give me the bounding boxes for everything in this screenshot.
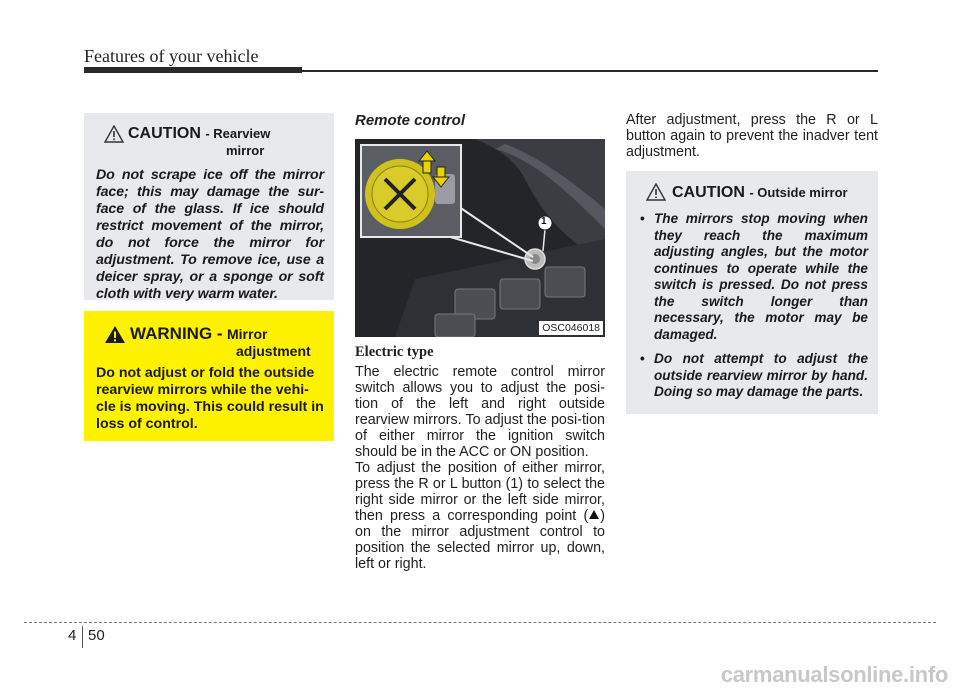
warning-triangle-icon <box>104 325 126 344</box>
footer-rule <box>24 622 936 623</box>
caution-rearview-body: Do not scrape ice off the mirror face; this may damage the sur-face of the glass. If ice should restrict movement of the mirror, do not force the mirror for adjustment. To remove ice, use a deicer spray, or a sponge or soft cloth with very warm water. <box>96 167 324 302</box>
header-title: Features of your vehicle <box>84 46 259 66</box>
caution-rearview-box <box>84 113 334 300</box>
arrow-up-icon <box>589 510 599 519</box>
bullet: • <box>640 211 645 226</box>
paragraph-electric-intro: The electric remote control mirror switch allows you to adjust the posi-tion of the left and right outside rearview mirrors. To adjust the posi-tion of either mirror the ignition switch should be in the ACC or ON position. <box>355 364 605 460</box>
warning-adjustment-title <box>130 324 267 344</box>
warning-adjustment-header <box>96 321 324 365</box>
list-item <box>638 351 868 401</box>
paragraph-adjust-after: ) on the mirror adjustment control to position the selected mirror up, down, left or right. <box>355 508 605 572</box>
paragraph-adjust-before: To adjust the position of either mirror, press the R or L button (1) to select the right side mirror or the left side mirror, then press a corresponding point ( <box>355 460 605 524</box>
list-item-text: Do not attempt to adjust the outside rearview mirror by hand. Doing so may damage the parts. <box>654 351 868 399</box>
caution-rearview-header <box>96 123 324 157</box>
watermark: carmanualsonline.info <box>720 662 948 687</box>
caution-outside-header <box>638 181 868 207</box>
mirror-switch-figure <box>355 139 605 337</box>
figure-code: OSC046018 <box>539 321 603 335</box>
caution-rearview-title-line2: mirror <box>226 143 265 158</box>
warning-label: WARNING - <box>130 324 223 343</box>
caution-outside-box <box>626 171 878 414</box>
paragraph-after-adjustment: After adjustment, press the R or L button again to prevent the inadver tent adjustment. <box>626 112 878 160</box>
caution-rearview-title-line1: - Rearview <box>205 126 271 141</box>
page-number: 50 <box>88 627 105 644</box>
paragraph-adjust-position <box>355 460 605 572</box>
warning-adjustment-title-line2: adjustment <box>236 343 311 359</box>
page-divider <box>82 626 83 648</box>
header-rule-thin <box>302 70 878 72</box>
door-panel-illustration <box>355 139 605 337</box>
caution-label: CAUTION <box>128 125 201 142</box>
warning-adjustment-body: Do not adjust or fold the outside rearview mirrors while the vehi-cle is moving. This could result in loss of control. <box>96 365 324 432</box>
section-title-remote-control: Remote control <box>355 112 466 129</box>
warning-adjustment-box <box>84 311 334 441</box>
warning-adjustment-title-line1: Mirror <box>227 326 268 342</box>
caution-outside-title <box>672 184 848 202</box>
caution-outside-title-text: - Outside mirror <box>749 185 848 200</box>
caution-label: CAUTION <box>672 184 745 201</box>
header-rule-thick <box>84 67 302 73</box>
list-item-text: The mirrors stop moving when they reach the maximum adjusting angles, but the motor continues to operate while the switch is pressed. Do not press the switch longer than necessary, the motor may be damaged. <box>654 211 868 342</box>
bullet: • <box>640 351 645 366</box>
caution-triangle-icon <box>104 125 124 143</box>
caution-outside-list <box>638 211 868 401</box>
subhead-electric-type: Electric type <box>355 344 434 360</box>
caution-triangle-icon <box>646 183 666 201</box>
caution-rearview-title <box>128 125 270 143</box>
list-item <box>638 211 868 343</box>
page-chapter: 4 <box>68 627 77 644</box>
callout-label: 1 <box>541 216 547 227</box>
